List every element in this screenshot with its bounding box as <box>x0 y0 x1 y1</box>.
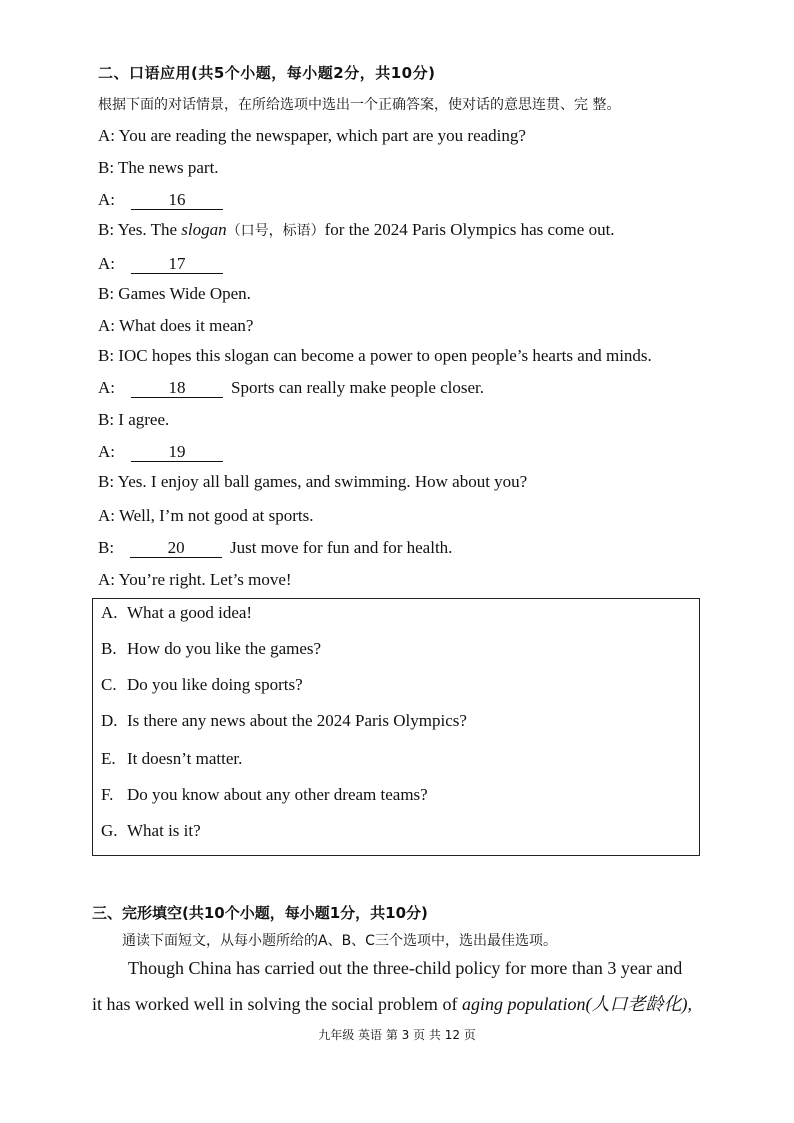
line-text: Sports can really make people closer. <box>231 378 485 397</box>
answer-blank[interactable]: 19 <box>131 443 223 462</box>
option-item <box>101 603 252 623</box>
option-item <box>101 785 428 805</box>
passage-line-2 <box>92 990 692 1016</box>
speaker-prefix: A: <box>98 190 115 209</box>
dialogue-line <box>98 378 484 398</box>
passage-line-1: Though China has carried out the three-child policy for more than 3 year and <box>128 958 683 978</box>
option-item <box>101 639 321 659</box>
option-text: Do you like doing sports? <box>127 675 303 694</box>
speaker-prefix: B: <box>98 538 115 557</box>
option-text: It doesn’t matter. <box>127 749 243 768</box>
answer-blank[interactable]: 20 <box>130 539 222 558</box>
dialogue-line <box>98 538 452 558</box>
section-3-instruction: 通读下面短文，从每小题所给的A、B、C三个选项中，选出最佳选项。 <box>122 933 557 949</box>
speaker-prefix: A: <box>98 442 115 461</box>
option-item <box>101 749 242 769</box>
dialogue-line <box>98 190 231 210</box>
dialogue-line <box>98 442 231 462</box>
passage-italic-term: aging population <box>461 994 586 1014</box>
option-text: What is it? <box>127 821 201 840</box>
dialogue-line: B: I agree. <box>98 410 170 429</box>
option-text: Do you know about any other dream teams? <box>127 785 428 804</box>
slogan-gloss: （口号，标语） <box>226 223 325 239</box>
option-letter: D. <box>101 711 118 730</box>
option-letter: E. <box>101 749 116 768</box>
option-item <box>101 821 201 841</box>
option-item <box>101 711 467 731</box>
option-letter: B. <box>101 639 117 658</box>
line-text: for the 2024 Paris Olympics has come out. <box>324 220 615 239</box>
option-letter: F. <box>101 785 114 804</box>
option-letter: G. <box>101 821 118 840</box>
speaker-prefix: A: <box>98 254 115 273</box>
options-box <box>92 598 700 856</box>
answer-blank[interactable]: 17 <box>131 255 223 274</box>
passage-gloss: (人口老龄化), <box>585 994 692 1014</box>
section-3-title: 三、完形填空(共10个小题，每小题1分，共10分) <box>92 904 428 922</box>
answer-blank[interactable]: 16 <box>131 191 223 210</box>
dialogue-line <box>98 220 615 240</box>
dialogue-line: B: The news part. <box>98 158 219 177</box>
section-2-title: 二、口语应用(共5个小题，每小题2分，共10分) <box>98 64 436 82</box>
option-text: Is there any news about the 2024 Paris Olympics? <box>127 711 467 730</box>
section-2-instruction: 根据下面的对话情景，在所给选项中选出一个正确答案，使对话的意思连贯、完 整。 <box>98 97 621 113</box>
answer-blank[interactable]: 18 <box>131 379 223 398</box>
dialogue-line: A: You are reading the newspaper, which part are you reading? <box>98 126 526 145</box>
speaker-prefix: B: Yes. The <box>98 220 182 239</box>
page-footer: 九年级 英语 第 3 页 共 12 页 <box>318 1028 476 1042</box>
option-item <box>101 675 303 695</box>
option-letter: C. <box>101 675 117 694</box>
slogan-word: slogan <box>181 220 227 239</box>
line-text: Just move for fun and for health. <box>230 538 453 557</box>
dialogue-line <box>98 254 231 274</box>
dialogue-line: B: Games Wide Open. <box>98 284 251 303</box>
dialogue-line: B: Yes. I enjoy all ball games, and swimming. How about you? <box>98 472 528 491</box>
dialogue-line: B: IOC hopes this slogan can become a power to open people’s hearts and minds. <box>98 346 652 365</box>
speaker-prefix: A: <box>98 378 115 397</box>
dialogue-line: A: You’re right. Let’s move! <box>98 570 292 589</box>
option-text: What a good idea! <box>127 603 253 622</box>
dialogue-line: A: What does it mean? <box>98 316 254 335</box>
option-text: How do you like the games? <box>127 639 322 658</box>
dialogue-line: A: Well, I’m not good at sports. <box>98 506 314 525</box>
passage-line-2-start: it has worked well in solving the social problem of <box>92 994 462 1014</box>
option-letter: A. <box>101 603 118 622</box>
